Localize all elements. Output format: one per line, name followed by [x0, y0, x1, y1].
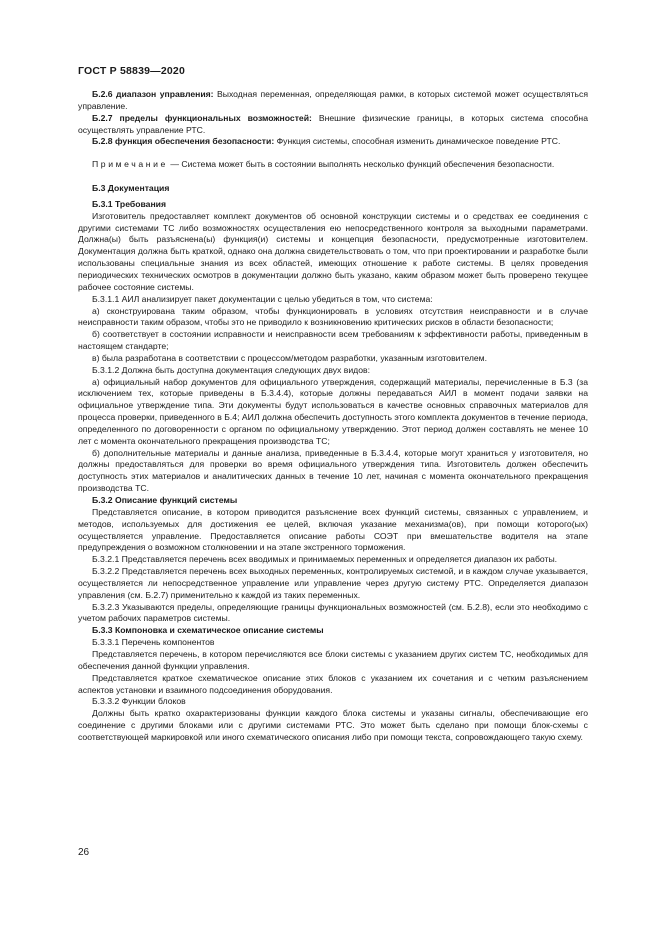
- paragraph: Представляется перечень, в котором перечисляются все блоки системы с указанием других систем ТС, необходимых для обеспечения данной функции управления.: [78, 648, 588, 671]
- definition-term: Б.2.6 диапазон управления:: [92, 89, 214, 99]
- note: [78, 159, 588, 171]
- paragraph: Б.3.2.1 Представляется перечень всех вводимых и принимаемых переменных и определяется диапазон их работы.: [92, 554, 558, 565]
- paragraph: Б.3.2.3 Указываются пределы, определяющие границы функциональных возможностей (см. Б.2.8), если это необходимо с учетом рабочих параметров системы.: [78, 601, 588, 624]
- note-text: — Система может быть в состоянии выполнять несколько функций обеспечения безопасности.: [167, 159, 555, 170]
- subsection-heading-b32: Б.3.2 Описание функций системы: [92, 495, 238, 505]
- note-label: Примечание: [92, 159, 168, 170]
- paragraph: Представляется краткое схематическое описание этих блоков с указанием их сочетания и с четким разъяснением аспектов установки и взаимного подсоединения оборудования.: [78, 672, 588, 695]
- definition-term: Б.2.8 функция обеспечения безопасности:: [92, 136, 275, 147]
- paragraph: Представляется описание, в котором приводится разъяснение всех функций системы, связанных с управлением, и методов, используемых для достижения ее целей, включая указание механизма(ов), при помощи которого(ых) осуществляется управление. Предоставляется описание работы СОЭТ при вмешательстве водителя на этапе предупреждения о возможном столкновении и на этапе экстренного торможения.: [78, 506, 588, 553]
- paragraph: Должны быть кратко охарактеризованы функции каждого блока системы и указаны сигналы, обеспечивающие его соединение с другими блоками или с другими системами РТС. Это может быть сделано при помощи блок-схемы с соответствующей маркировкой или иного схематического описания либо при помощи текста, сопровождающего такую схему.: [78, 708, 588, 742]
- standard-header: ГОСТ Р 58839—2020: [78, 65, 186, 77]
- definition-text: Выходная переменная, определяющая рамки, в которых системой может осуществляться управление.: [78, 89, 588, 111]
- page-number: 26: [78, 847, 90, 858]
- paragraph: Б.3.2.2 Представляется перечень всех выходных переменных, контролируемых системой, и в каждом случае указывается, осуществляется ли непосредственное управление или управление через другую систему РТС. Определяется диапазон управления (см. Б.2.7) применительно к каждой из таких переменных.: [78, 566, 588, 600]
- paragraph: Б.3.1.2 Должна быть доступна документация следующих двух видов:: [92, 364, 370, 375]
- definition-b28: [78, 136, 588, 148]
- paragraph: Б.3.1.1 АИЛ анализирует пакет документации с целью убедиться в том, что система:: [92, 293, 433, 304]
- list-item: б) соответствует в состоянии исправности и неисправности всем требованиям к эффективности работы, приведенным в настоящем стандарте;: [78, 329, 588, 352]
- paragraph: Изготовитель предоставляет комплект документов об основной конструкции системы и о средствах ее соединения с другими системами ТС либо возможностях осуществления ею непосредственного контроля за выходными параметрами. Должна(ы) быть разъяснена(ы) функция(и) системы и концепция безопасности, предусмотренные изготовителем. Документация должна быть краткой, однако она должна свидетельствовать о том, что при проектировании и разработке были использованы специальные знания из всех областей, имеющих отношение к работе системы. В целях проведения периодических технических осмотров в документации должно быть указано, каким образом может быть проверено текущее рабочее состояние системы.: [78, 210, 588, 292]
- section-heading-b3: Б.3 Документация: [92, 183, 170, 194]
- definition-term: Б.2.7 пределы функциональных возможностей:: [92, 112, 312, 123]
- list-item: а) официальный набор документов для официального утверждения, содержащий материалы, перечисленные в Б.3 (за исключением тех, которые приведены в Б.3.4.4), которые должны передаваться АИЛ в момент подачи заявки на официальное утверждение типа. Эти документы будут использоваться в качестве основных справочных материалов для процесса проверки, приведенного в Б.4; АИЛ должна обеспечить доступность этого комплекта документов в течение периода, определенного по договоренности с органом по официальному утверждению. Этот период должен составлять не менее 10 лет с момента окончательного прекращения производства ТС;: [78, 376, 588, 446]
- definition-b27: [78, 113, 588, 137]
- list-item: б) дополнительные материалы и данные анализа, приведенные в Б.3.4.4, которые могут храниться у изготовителя, но должны предоставляться для проверки во время официального утверждения типа. Изготовитель должен обеспечить доступность этих материалов и аналитических данных в течение 10 лет, начиная с момента окончательного прекращения производства ТС.: [78, 447, 588, 494]
- subsection-heading-b31: Б.3.1 Требования: [92, 198, 166, 209]
- paragraph: Б.3.3.1 Перечень компонентов: [92, 637, 215, 648]
- list-item: в) была разработана в соответствии с процессом/методом разработки, указанным изготовителем.: [92, 352, 488, 363]
- paragraph: Б.3.3.2 Функции блоков: [92, 696, 186, 707]
- list-item: а) сконструирована таким образом, чтобы функционировать в условиях отсутствия неисправности и в случае неисправности таким образом, чтобы это не приводило к возникновению критических рисков в области безопасности;: [78, 305, 588, 328]
- definition-text: Внешние физические границы, в которых система способна осуществлять управление РТС.: [78, 112, 588, 135]
- subsection-heading-b33: Б.3.3 Компоновка и схематическое описание системы: [92, 625, 324, 636]
- definition-b26: [78, 89, 588, 113]
- definition-text: Функция системы, способная изменить динамическое поведение РТС.: [276, 136, 561, 147]
- document-body: [78, 89, 588, 744]
